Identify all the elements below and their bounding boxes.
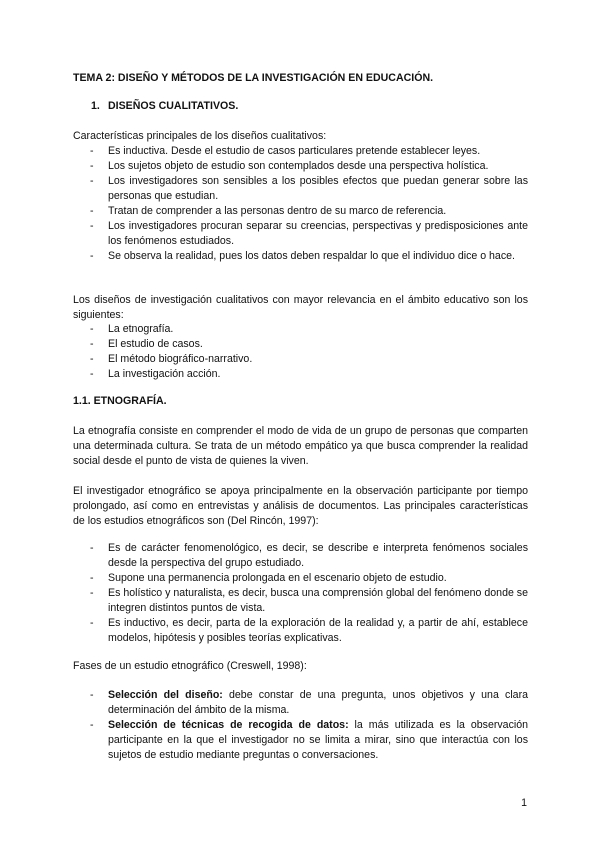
list-item: - Se observa la realidad, pues los datos deben respaldar lo que el individuo dice o hace. <box>90 250 515 262</box>
list-item: - Supone una permanencia prolongada en el escenario objeto de estudio. <box>90 572 447 584</box>
list-item: - La investigación acción. <box>90 368 221 380</box>
list-item: - Es inductivo, es decir, parta de la exploración de la realidad y, a partir de ahí, establece modelos, hipótesis y posibles teorías explicativas. <box>90 617 528 644</box>
list-item: - Tratan de comprender a las personas dentro de su marco de referencia. <box>90 205 447 217</box>
list-item: - Los sujetos objeto de estudio son contemplados desde una perspectiva holística. <box>90 160 489 172</box>
characteristics-list <box>73 144 528 264</box>
section-heading-1 <box>91 100 238 112</box>
ethnography-paragraph-2: El investigador etnográfico se apoya principalmente en la observación participante por tiempo prolongado, así como en entrevistas y análisis de documentos. Las principales características de los estudios etnográficos son (Del Rincón, 1997): <box>73 485 528 527</box>
list-item: - Es holístico y naturalista, es decir, busca una comprensión global del fenómeno donde se integren distintos puntos de vista. <box>90 587 528 614</box>
phases-intro: Fases de un estudio etnográfico (Creswell, 1998): <box>73 660 307 672</box>
list-item: - Los investigadores son sensibles a los posibles efectos que puedan generar sobre las personas que estudian. <box>90 175 528 202</box>
list-item: - El estudio de casos. <box>90 338 203 350</box>
section-number: 1. <box>91 100 100 112</box>
section-heading-1-1: 1.1. ETNOGRAFÍA. <box>73 395 167 407</box>
document-title: TEMA 2: DISEÑO Y MÉTODOS DE LA INVESTIGACIÓN EN EDUCACIÓN. <box>73 72 434 84</box>
ethnography-paragraph-1: La etnografía consiste en comprender el modo de vida de un grupo de personas que comparten una determinada cultura. Se trata de un método empático ya que busca comprender la realidad social desde el punto de vista de quienes la viven. <box>73 425 528 467</box>
list-item: - Selección del diseño: debe constar de una pregunta, unos objetivos y una clara determinación del ámbito de la misma. <box>90 689 528 716</box>
designs-list <box>73 322 528 382</box>
list-item: - El método biográfico-narrativo. <box>90 353 253 365</box>
section-label: DISEÑOS CUALITATIVOS. <box>108 100 239 112</box>
list-item: - Selección de técnicas de recogida de datos: la más utilizada es la observación participante en la que el investigador no se limita a mirar, sino que interactúa con los sujetos de estudio mediante preguntas o conversaciones. <box>90 719 529 761</box>
list-item: - La etnografía. <box>90 323 174 335</box>
list-item: - Es inductiva. Desde el estudio de casos particulares pretende establecer leyes. <box>90 145 481 157</box>
ethnography-characteristics-list <box>73 541 528 646</box>
page-number: 1 <box>521 797 527 809</box>
phases-list <box>73 688 528 763</box>
characteristics-intro: Características principales de los diseños cualitativos: <box>73 130 327 142</box>
list-item: - Es de carácter fenomenológico, es decir, se describe e interpreta fenómenos sociales desde la perspectiva del grupo estudiado. <box>90 542 528 569</box>
list-item: - Los investigadores procuran separar su creencias, perspectivas y predisposiciones ante los fenómenos estudiados. <box>90 220 528 247</box>
designs-intro: Los diseños de investigación cualitativos con mayor relevancia en el ámbito educativo son los siguientes: <box>73 294 528 321</box>
